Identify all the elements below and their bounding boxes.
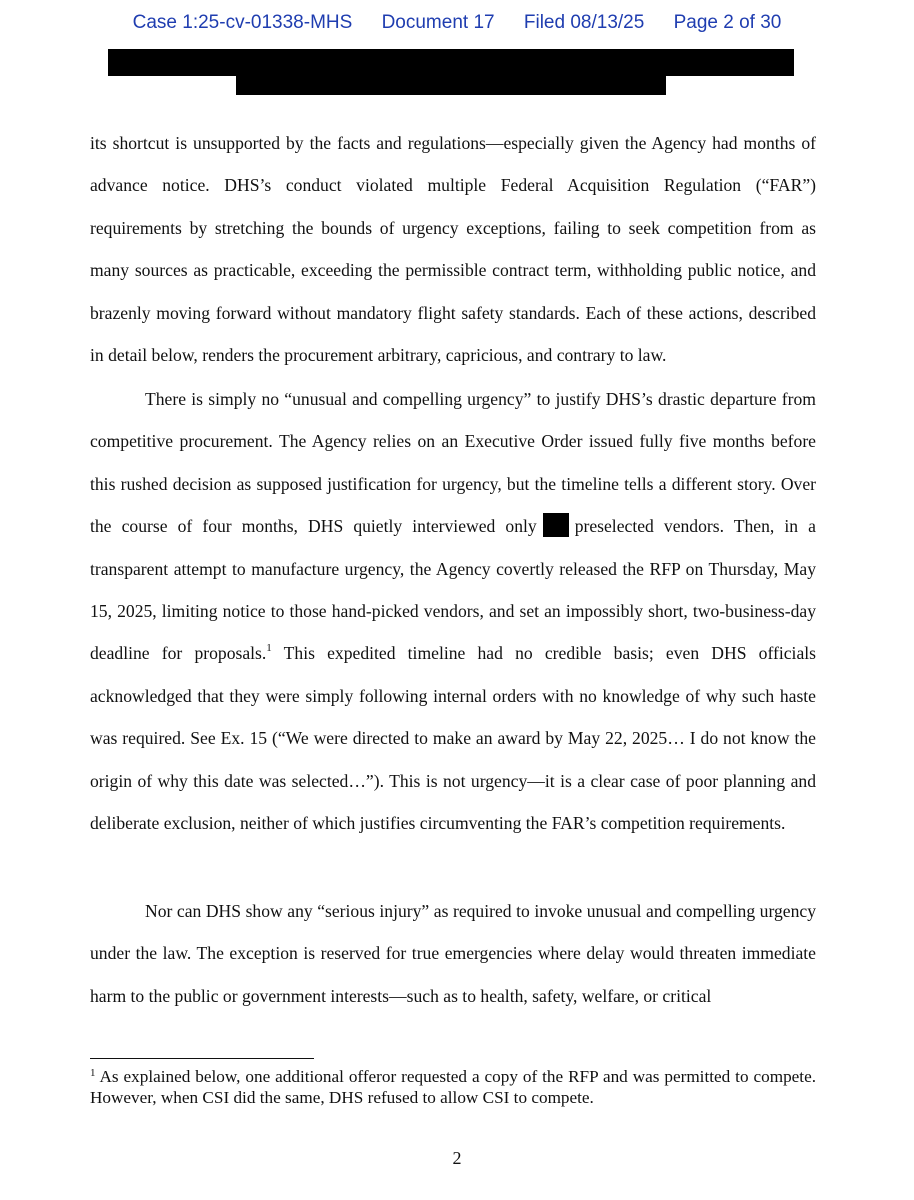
ecf-header <box>0 12 914 34</box>
page-number: 2 <box>452 1148 462 1168</box>
paragraph-text: preselected vendors. Then, in a transparent attempt to manufacture urgency, the Agency covertly released the RFP on Thursday, May 15, 2025, limiting notice to those hand-picked vendors, and set an impossibly short, two-business-day deadline for proposals. <box>90 516 816 664</box>
paragraph-serious-injury: Nor can DHS show any “serious injury” as required to invoke unusual and compelling urgency under the law. The exception is reserved for true emergencies where delay would threaten immediate harm to the public or government interests—such as to health, safety, welfare, or critical <box>90 901 816 1006</box>
paragraph-text: There is simply no “unusual and compelling urgency” to justify DHS’s drastic departure from competitive procurement. The Agency relies on an Executive Order issued fully five months before this rushed decision as supposed justification for urgency, but the timeline tells a different story. Over the course of four months, DHS quietly interviewed only <box>90 389 816 537</box>
paragraph-text: This expedited timeline had no credible basis; even DHS officials acknowledged that they were simply following internal orders with no knowledge of why such haste was required. See Ex. 15 (“We were directed to make an award by May 22, 2025… I do not know the origin of why this date was selected…”). This is not urgency—it is a clear case of poor planning and deliberate exclusion, neither of which justifies circumventing the FAR’s competition requirements. <box>90 643 816 834</box>
inline-redaction <box>543 513 569 537</box>
footnote-text: As explained below, one additional offeror requested a copy of the RFP and was permitted to compete. However, when CSI did the same, DHS refused to allow CSI to compete. <box>90 1067 816 1107</box>
paragraph-continued: its shortcut is unsupported by the facts and regulations—especially given the Agency had months of advance notice. DHS’s conduct violated multiple Federal Acquisition Regulation (“FAR”) requirements by stretching the bounds of urgency exceptions, failing to seek competition from as many sources as practicable, exceeding the permissible contract term, withholding public notice, and brazenly moving forward without mandatory flight safety standards. Each of these actions, described in detail below, renders the procurement arbitrary, capricious, and contrary to law. <box>90 133 816 366</box>
case-number: Case 1:25-cv-01338-MHS <box>132 12 353 33</box>
paragraph-urgency <box>90 378 816 844</box>
footnote-marker: 1 <box>90 1067 96 1079</box>
footnote-divider <box>90 1058 314 1059</box>
page-count: Page 2 of 30 <box>673 12 782 33</box>
redaction-bar-bottom <box>236 74 666 95</box>
footnote-reference[interactable]: 1 <box>266 642 272 655</box>
redaction-bar-top <box>108 49 794 76</box>
document-number: Document 17 <box>381 12 495 33</box>
footnote <box>90 1066 816 1108</box>
filed-date: Filed 08/13/25 <box>523 12 645 33</box>
